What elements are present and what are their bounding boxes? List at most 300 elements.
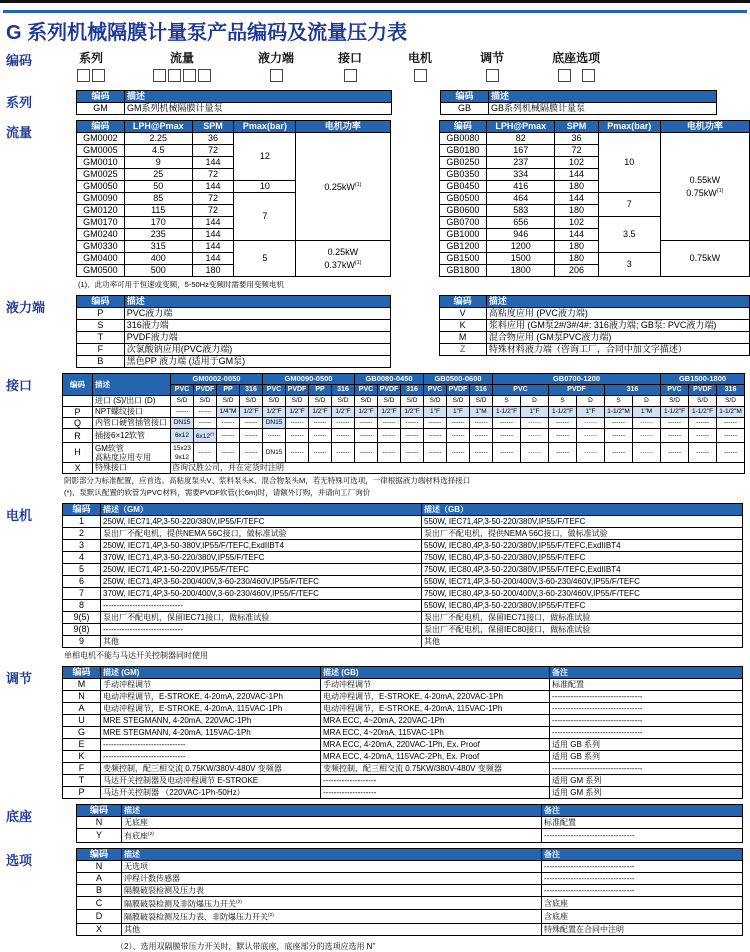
sd-cell: S/D — [194, 396, 217, 407]
table-row — [77, 356, 391, 368]
code-cell: Z — [439, 344, 486, 356]
value-cell: ------ — [217, 443, 240, 463]
value-cell: ------ — [447, 443, 470, 463]
desc-cell: 其他 — [122, 924, 542, 936]
value-cell: 1/2"F — [378, 407, 401, 418]
material-header-cell: PVC — [263, 385, 286, 396]
table-row — [439, 241, 750, 253]
value-cell: 1-1/2"F — [689, 407, 717, 418]
desc-cell: 泵出厂不配电机，提供NEMA 56C接口，做标准试验 — [101, 528, 422, 540]
desc-cell: 550W, IEC71,4P,3-50-220/380V,IP55/F/TEFC — [422, 516, 743, 528]
code-cell: A — [63, 703, 101, 715]
value-cell: 180 — [555, 205, 599, 217]
table-row — [77, 332, 391, 344]
section-series — [0, 90, 750, 115]
value-cell: ------ — [549, 429, 577, 443]
header-row — [77, 121, 391, 133]
table-row — [63, 576, 743, 588]
coding-box — [558, 69, 571, 82]
coding-field-电机 — [408, 49, 432, 82]
desc-cell: PVC液力端 — [124, 308, 390, 320]
value-cell: 82 — [487, 133, 555, 145]
header-row — [63, 667, 743, 679]
value-cell: 4.5 — [124, 145, 192, 157]
code-cell: GM0120 — [77, 205, 125, 217]
adjust-table — [62, 666, 743, 799]
value-cell: ------ — [717, 418, 745, 429]
value-cell: ------ — [355, 418, 378, 429]
desc-cell: 370W, IEC71,4P,3-50-220/380V,IP55/F/TEFC — [101, 552, 422, 564]
value-cell: 1/2"F — [240, 407, 263, 418]
code-cell: GB0350 — [439, 169, 487, 181]
code-cell: C — [77, 896, 122, 910]
coding-field-label: 调节 — [480, 49, 504, 66]
value-cell: ------ — [240, 443, 263, 463]
table-row — [63, 516, 743, 528]
value-cell: ------ — [577, 443, 605, 463]
cell-line: 9x12 — [172, 453, 192, 462]
table-row — [63, 775, 743, 787]
value-cell: 6x12(*) — [194, 429, 217, 443]
interface-footnote: 阴影部分为标准配置，应首选。高粘度泵头V、浆料泵头K、混合物泵头M，若无特殊可选项，一律根据液力端材料选择接口 — [64, 476, 750, 486]
code-cell: N — [77, 817, 122, 829]
value-cell: 180 — [555, 253, 599, 265]
sd-cell: S/D — [717, 396, 745, 407]
value-cell: 72 — [192, 193, 234, 205]
code-cell: B — [77, 356, 125, 368]
coding-boxes — [485, 69, 500, 82]
pmax-cell: 3.5 — [598, 217, 660, 253]
value-cell: 6x12 — [171, 429, 194, 443]
header-cell: 描述 — [124, 296, 390, 308]
liquid-end-gb-table — [439, 295, 750, 356]
value-cell: 115 — [124, 205, 192, 217]
table-row — [77, 924, 743, 936]
value-cell: 72 — [192, 169, 234, 181]
flow-gb-table — [439, 120, 750, 277]
value-cell: ------ — [661, 418, 689, 429]
desc-cell: 适用 GB 系列 — [550, 739, 743, 751]
pmax-cell: 12 — [234, 133, 296, 181]
coding-field-液力端 — [258, 49, 294, 82]
desc-cell: 250W, IEC71,4P,3-50-220/380V,IP55/F/TEFC — [101, 516, 422, 528]
value-cell: 144 — [555, 229, 599, 241]
desc-cell: ------------------------------- — [101, 739, 321, 751]
group-header-cell: GB0700-1200 — [493, 374, 661, 385]
desc-cell — [93, 429, 171, 443]
value-cell: ------ — [286, 429, 309, 443]
desc-cell: GB系列机械隔膜计量泵 — [489, 103, 717, 115]
table-row — [77, 829, 743, 843]
value-cell: ------ — [286, 443, 309, 463]
desc-cell: 标准配置 — [550, 679, 743, 691]
table-row — [63, 407, 745, 418]
desc-cell: 冲程计数传感器 — [122, 872, 542, 884]
coding-box — [270, 69, 283, 82]
sd-cell: S — [549, 396, 577, 407]
value-cell: ------ — [355, 443, 378, 463]
header-row — [63, 504, 743, 516]
section-flow — [0, 120, 750, 290]
header-cell: 编码 — [77, 91, 125, 103]
coding-field-label: 底座 — [552, 49, 576, 66]
coding-boxes — [269, 69, 284, 82]
desc-cell: 250W, IEC71,4P,3-50-380V,IP55/F/TEFC,ExdIIBT4 — [101, 540, 422, 552]
material-header-cell: PVC — [424, 385, 447, 396]
section-options — [0, 848, 750, 936]
desc-cell — [93, 443, 171, 463]
material-header-cell: PVC — [493, 385, 549, 396]
code-cell: U — [63, 715, 101, 727]
code-cell: 6 — [63, 576, 101, 588]
group-header-row — [63, 374, 745, 385]
code-cell: 7 — [63, 588, 101, 600]
sd-cell: S/D — [689, 396, 717, 407]
value-cell: ------ — [689, 429, 717, 443]
table-row — [63, 528, 743, 540]
value-cell: 72 — [192, 145, 234, 157]
value-cell: ------ — [378, 443, 401, 463]
value-cell: 1-1/2"F — [549, 407, 577, 418]
code-cell: 1 — [63, 516, 101, 528]
special-value-cell: 咨询汉胜公司，并在定货时注明 — [171, 463, 745, 474]
desc-cell: 马达开关控制器 （220VAC-1Ph-50Hz） — [101, 787, 321, 799]
value-cell: 72 — [555, 145, 599, 157]
code-cell: V — [439, 308, 486, 320]
value-cell: 583 — [487, 205, 555, 217]
value-cell: ------ — [355, 429, 378, 443]
value-cell: ------ — [470, 429, 493, 443]
table-row — [77, 860, 743, 872]
coding-boxes — [152, 69, 212, 82]
series-gb-table — [440, 90, 717, 115]
value-cell: ------ — [470, 418, 493, 429]
value-cell: 1-1/2"F — [661, 407, 689, 418]
value-cell: 144 — [555, 169, 599, 181]
value-cell: ------ — [689, 418, 717, 429]
value-cell: 2.25 — [124, 133, 192, 145]
value-cell: ------ — [521, 418, 549, 429]
desc-cell: 其他 — [101, 636, 422, 648]
material-header-cell: 316 — [717, 385, 745, 396]
interface-footnote: (*)、泵默认配置的软管为PVC材料，需要PVDF软管(长6m)时，请额外订购，并请向工厂询价 — [64, 488, 750, 498]
code-cell: GM0500 — [77, 265, 125, 277]
value-cell: 1/2"F — [263, 407, 286, 418]
interface-section-label: 接口 — [0, 373, 62, 498]
liquid-end-gm-table — [76, 295, 391, 368]
value-cell: 334 — [487, 169, 555, 181]
value-cell: ------ — [689, 443, 717, 463]
code-cell: T — [77, 332, 125, 344]
value-cell: ------ — [240, 418, 263, 429]
header-cell: 编码 — [77, 805, 122, 817]
header-cell: SPM — [192, 121, 234, 133]
code-cell: P — [63, 407, 93, 418]
desc-cell: MRE STEGMANN, 4-20mA, 220VAC-1Ph — [101, 715, 321, 727]
value-cell: ------ — [424, 418, 447, 429]
coding-box — [414, 69, 427, 82]
note-cell: 标准配置 — [542, 817, 743, 829]
value-cell: 72 — [192, 205, 234, 217]
liquid-end-section-label: 液力端 — [0, 295, 62, 368]
value-cell: 144 — [192, 181, 234, 193]
material-header-cell: PVDF — [549, 385, 605, 396]
sd-cell: S/D — [661, 396, 689, 407]
motor-table — [62, 503, 743, 648]
code-cell: S — [77, 320, 125, 332]
value-cell: 167 — [487, 145, 555, 157]
sd-cell: S/D — [424, 396, 447, 407]
options-section-label: 选项 — [0, 848, 62, 936]
desc-cell: 550W, IEC80,4P,3-50-220/380V,IP55/F/TEFC — [422, 600, 743, 612]
desc-cell: ---------------------------------- — [550, 763, 743, 775]
table-row — [63, 679, 743, 691]
value-cell: ------ — [217, 418, 240, 429]
sd-cell: S/D — [447, 396, 470, 407]
table-row — [439, 133, 750, 145]
group-header-cell: GB1500-1800 — [661, 374, 745, 385]
value-cell: 1-1/2"M — [717, 407, 745, 418]
desc-cell: 泵出厂不配电机，提供NEMA 56C接口，做标准试验 — [422, 528, 743, 540]
base-table — [76, 804, 743, 843]
desc-cell — [93, 418, 171, 429]
desc-cell: 750W, IEC80,4P,3-50-220/380V,IP55/F/TEFC,ExdIIBT4 — [422, 564, 743, 576]
value-cell: 25 — [124, 169, 192, 181]
code-cell — [63, 396, 93, 407]
header-cell: 编码 — [77, 121, 125, 133]
code-cell: Q — [63, 418, 93, 429]
coding-field-选项 — [576, 49, 600, 82]
code-cell: GB0250 — [439, 157, 487, 169]
sd-cell: D — [633, 396, 661, 407]
table-row — [63, 540, 743, 552]
value-cell: 1/2"F — [286, 407, 309, 418]
value-cell: 237 — [487, 157, 555, 169]
desc-cell: MRE STEGMANN, 4-20mA, 115VAC-1Ph — [101, 727, 321, 739]
value-cell: ------ — [401, 429, 424, 443]
header-cell: 备注 — [542, 805, 743, 817]
material-header-cell: PVC — [661, 385, 689, 396]
header-cell: 电机功率 — [660, 121, 749, 133]
coding-box — [153, 69, 166, 82]
value-cell: ------ — [401, 418, 424, 429]
sd-cell: S/D — [263, 396, 286, 407]
coding-field-接口 — [338, 49, 362, 82]
value-cell: 9 — [124, 157, 192, 169]
desc-cell: ---------------------------------- — [550, 727, 743, 739]
value-cell: 144 — [192, 157, 234, 169]
header-row — [439, 296, 750, 308]
coding-boxes — [343, 69, 358, 82]
coding-field-label: 液力端 — [258, 49, 294, 66]
sd-cell: S/D — [355, 396, 378, 407]
pmax-cell: 10 — [234, 181, 296, 193]
material-header-cell: 316 — [605, 385, 661, 396]
options-footnote: （2）、选用双隔膜带压力开关时，默认带底座，底座部分的选项应选用 N” — [116, 941, 750, 952]
table-row — [77, 308, 391, 320]
value-cell: 1"F — [521, 407, 549, 418]
table-row — [63, 763, 743, 775]
power-cell — [296, 133, 390, 241]
value-cell: ------ — [717, 443, 745, 463]
desc-cell: 隔膜破裂检测及压力表、非防爆压力开关$^{(2)}$ — [122, 910, 542, 924]
material-header-cell: PP — [217, 385, 240, 396]
header-cell: 编码 — [439, 296, 486, 308]
flow-right — [439, 120, 750, 277]
value-cell: ------ — [378, 418, 401, 429]
desc-cell: 550W, IEC71,4P,3-50-200/400V,3-60-230/460V,IP55/F/TEFC — [422, 576, 743, 588]
code-cell: GB0600 — [439, 205, 487, 217]
code-cell: 9(5) — [63, 612, 101, 624]
pmax-cell: 10 — [598, 133, 660, 193]
superscript: (1) — [717, 188, 724, 194]
blue-rule — [3, 10, 747, 13]
code-cell: R — [63, 429, 93, 443]
power-cell — [296, 241, 390, 277]
desc-cell: 次氯酸钠应用(PVC液力端) — [124, 344, 390, 356]
table-row — [439, 308, 750, 320]
sd-cell: S/D — [378, 396, 401, 407]
desc-cell: 电动冲程调节，E-STROKE, 4-20mA, 220VAC-1Ph — [321, 691, 550, 703]
value-cell: ------ — [633, 429, 661, 443]
coding-field-底座 — [552, 49, 576, 82]
value-cell: 656 — [487, 217, 555, 229]
value-cell: ------ — [378, 429, 401, 443]
desc-cell: 变频控制，配三相交流 0.75KW/380V-480V 变频器 — [321, 763, 550, 775]
section-base — [0, 804, 750, 843]
coding-label: 编码 — [6, 49, 32, 69]
table-row — [439, 332, 750, 344]
code-cell: GB1800 — [439, 265, 487, 277]
desc-cell: MRA ECC, 4~20mA, 220VAC-1Ph — [321, 715, 550, 727]
value-cell: 85 — [124, 193, 192, 205]
material-header-cell: PVC — [171, 385, 194, 396]
code-cell: 2 — [63, 528, 101, 540]
code-cell: T — [63, 775, 101, 787]
desc-cell: 隔膜破裂检测及非防爆压力开关$^{(2)}$ — [122, 896, 542, 910]
header-cell: 备注 — [542, 848, 743, 860]
superscript: (*) — [210, 431, 214, 436]
coding-field-系列 — [76, 49, 106, 82]
header-cell: Pmax(bar) — [234, 121, 296, 133]
header-row — [439, 121, 750, 133]
table-row — [77, 133, 391, 145]
value-cell: 500 — [124, 265, 192, 277]
sd-cell: S/D — [171, 396, 194, 407]
cell-line: 0.55kW — [663, 175, 747, 186]
table-row — [63, 691, 743, 703]
code-cell: N — [63, 691, 101, 703]
section-liquid-end — [0, 295, 750, 368]
table-row — [63, 429, 745, 443]
code-cell: 9 — [63, 636, 101, 648]
sd-cell: S/D — [401, 396, 424, 407]
material-header-cell: 316 — [401, 385, 424, 396]
desc-cell: 316液力端 — [124, 320, 390, 332]
value-cell: DN15 — [263, 418, 286, 429]
code-cell: X — [77, 924, 122, 936]
flow-gm-table — [76, 120, 391, 277]
value-cell: 1/2"F — [355, 407, 378, 418]
material-header-cell: 316 — [470, 385, 493, 396]
cell-line: 0.25kW — [298, 247, 387, 258]
value-cell: ------ — [171, 407, 194, 418]
desc-cell: 250W, IEC71,4P,3-50-200/400V,3-60-230/460V,IP55/F/TEFC — [101, 576, 422, 588]
desc-cell: 适用 GM 系列 — [550, 775, 743, 787]
superscript: (2) — [236, 900, 242, 905]
value-cell: 1/2"F — [332, 407, 355, 418]
table-row — [439, 320, 750, 332]
value-cell: 1"M — [470, 407, 493, 418]
header-cell: LPH@Pmax — [487, 121, 555, 133]
sd-cell: S/D — [309, 396, 332, 407]
header-row — [77, 805, 743, 817]
desc-cell: MRA ECC, 4-20mA, 115VAC-2Ph, Ex. Proof — [321, 751, 550, 763]
code-cell: GB — [441, 103, 489, 115]
code-cell: F — [63, 763, 101, 775]
coding-boxes — [581, 69, 596, 82]
inlet-outlet-row — [63, 396, 745, 407]
desc-cell: 无选项 — [122, 860, 542, 872]
table-row — [63, 588, 743, 600]
code-cell: GM0005 — [77, 145, 125, 157]
table-row — [77, 344, 391, 356]
desc-cell: ---------------------------------- — [550, 715, 743, 727]
code-cell: GM0090 — [77, 193, 125, 205]
value-cell: 1"F — [577, 407, 605, 418]
coding-box — [92, 69, 105, 82]
value-cell: 464 — [487, 193, 555, 205]
value-cell: 400 — [124, 253, 192, 265]
header-cell: 电机功率 — [296, 121, 390, 133]
material-header-cell: 316 — [240, 385, 263, 396]
header-cell: 描述 — [125, 91, 392, 103]
desc-line: GM软管 — [95, 444, 168, 453]
material-header-cell: PVDF — [447, 385, 470, 396]
coding-box — [168, 69, 181, 82]
note-cell: 含底座 — [542, 910, 743, 924]
header-cell: 描述（GB） — [422, 504, 743, 516]
pmax-cell: 5 — [234, 241, 296, 277]
motor-section-label: 电机 — [0, 503, 62, 661]
pmax-cell: 3 — [598, 253, 660, 277]
table-row — [77, 320, 391, 332]
coding-boxes — [76, 69, 106, 82]
desc-line: 插接6×12软管 — [95, 431, 168, 441]
code-cell: GB1200 — [439, 241, 487, 253]
cell-line: 0.75kW — [663, 253, 747, 264]
code-cell: Y — [77, 829, 122, 843]
code-cell: D — [77, 910, 122, 924]
value-cell: ------ — [661, 429, 689, 443]
desc-cell: 550W, IEC80,4P,3-50-220/380V,IP55/F/TEFC,ExdIIBT4 — [422, 540, 743, 552]
table-row — [63, 715, 743, 727]
sd-cell: S/D — [470, 396, 493, 407]
section-adjust — [0, 666, 750, 799]
desc-cell: 250W, IEC71,4P,1-50-220V,IP55/F/TEFC — [101, 564, 422, 576]
value-cell: 144 — [192, 217, 234, 229]
sd-cell: S — [493, 396, 521, 407]
value-cell: ------ — [577, 418, 605, 429]
desc-cell: 适用 GB 系列 — [550, 751, 743, 763]
header-cell: LPH@Pmax — [124, 121, 192, 133]
coding-field-label: 选项 — [576, 49, 600, 66]
desc-cell: 750W, IEC80,4P,3-50-220/380V,IP55/F/TEFC — [422, 552, 743, 564]
sd-cell: D — [521, 396, 549, 407]
note-cell: ---------------------------------- — [542, 884, 743, 896]
inlet-outlet-label: 进口 (S)/出口 (D) — [93, 396, 171, 407]
coding-box — [486, 69, 499, 82]
